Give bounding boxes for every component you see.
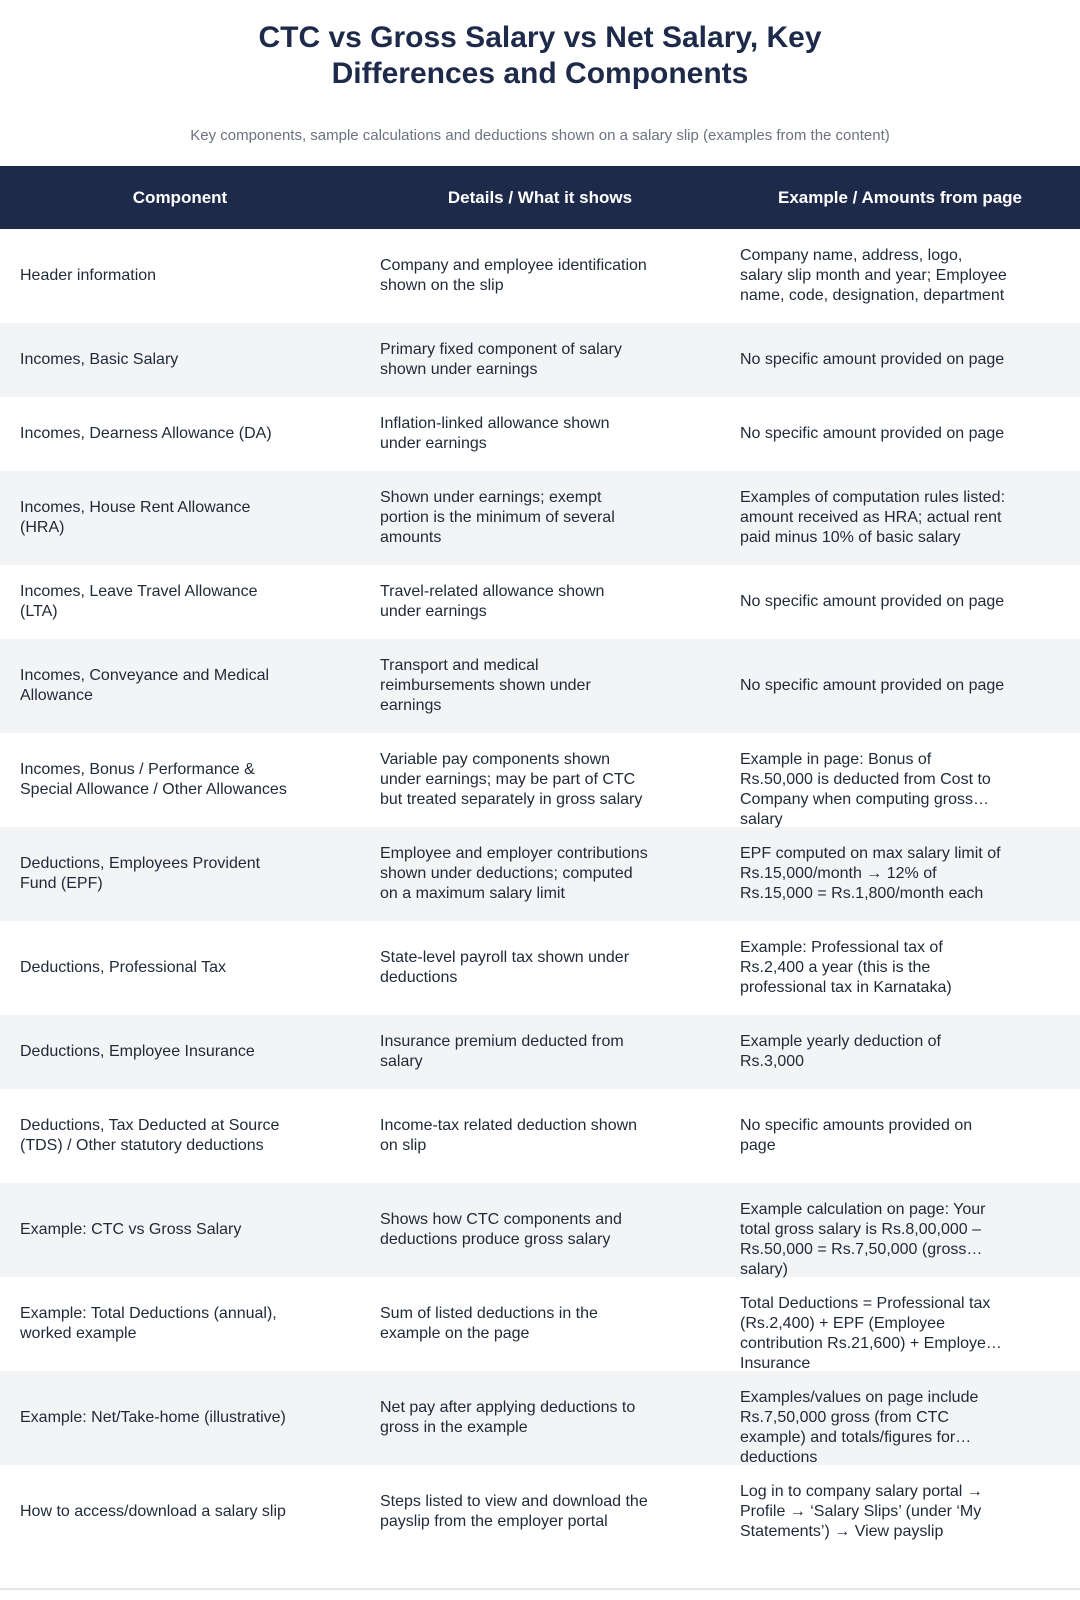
cell-example-text: No specific amounts provided on page xyxy=(740,1117,973,1154)
cell-details xyxy=(360,1371,720,1465)
column-header-component: Component xyxy=(0,166,360,229)
cell-details-text: Shown under earnings; exempt portion is the minimum of several amounts xyxy=(380,489,615,546)
cell-details-text: Income-tax related deduction shown on slip xyxy=(380,1117,638,1154)
column-header-example: Example / Amounts from page xyxy=(720,166,1080,229)
cell-details xyxy=(360,1089,720,1183)
cell-details xyxy=(360,921,720,1015)
cell-details-text: Inflation-linked allowance shown under earnings xyxy=(380,415,610,452)
cell-example xyxy=(720,639,1080,733)
table-row xyxy=(0,1089,1080,1183)
cell-example xyxy=(720,1277,1080,1371)
cell-component xyxy=(0,565,360,639)
cell-details xyxy=(360,1277,720,1371)
cell-component xyxy=(0,323,360,397)
cell-component-text: Deductions, Employees Provident Fund (EPF) xyxy=(20,855,261,892)
table-header-row xyxy=(0,166,1080,229)
cell-example xyxy=(720,397,1080,471)
cell-component-text: How to access/download a salary slip xyxy=(20,1503,286,1520)
cell-example xyxy=(720,1371,1080,1465)
page-title xyxy=(0,0,1080,92)
column-header-details: Details / What it shows xyxy=(360,166,720,229)
cell-example-text: Examples of computation rules listed: amount received as HRA; actual rent paid minus 10% of basic salary xyxy=(740,489,1006,546)
cell-component xyxy=(0,397,360,471)
cell-example-text: No specific amount provided on page xyxy=(740,425,1005,442)
cell-component xyxy=(0,1015,360,1089)
cell-details xyxy=(360,471,720,565)
salary-components-table xyxy=(0,166,1080,1559)
cell-component-text: Incomes, Conveyance and Medical Allowance xyxy=(20,667,270,704)
cell-component xyxy=(0,1277,360,1371)
cell-details xyxy=(360,397,720,471)
table-row xyxy=(0,1277,1080,1371)
cell-details-text: Transport and medical reimbursements shown under earnings xyxy=(380,657,591,714)
cell-example-text: Company name, address, logo, salary slip month and year; Employee name, code, designation, department xyxy=(740,247,1007,304)
cell-example-text: Example yearly deduction of Rs.3,000 xyxy=(740,1033,941,1070)
table-row xyxy=(0,229,1080,323)
table-row xyxy=(0,1183,1080,1277)
cell-component xyxy=(0,1089,360,1183)
cell-component-text: Example: Net/Take-home (illustrative) xyxy=(20,1409,286,1426)
cell-example xyxy=(720,1089,1080,1183)
cell-example xyxy=(720,565,1080,639)
cell-details-text: Company and employee identification shown on the slip xyxy=(380,257,647,294)
cell-example-text: Log in to company salary portal → Profile → ‘Salary Slips’ (under ‘My Statements’) → View payslip xyxy=(740,1483,983,1540)
cell-component xyxy=(0,827,360,921)
cell-example xyxy=(720,1015,1080,1089)
cell-details xyxy=(360,827,720,921)
table-header xyxy=(0,166,1080,229)
cell-component xyxy=(0,733,360,827)
cell-example-text: Total Deductions = Professional tax (Rs.2,400) + EPF (Employee contribution Rs.21,600) + Employee Insurance xyxy=(740,1295,995,1372)
cell-example-text: No specific amount provided on page xyxy=(740,593,1005,610)
table-body xyxy=(0,229,1080,1559)
table-bottom-rule xyxy=(0,1588,1080,1590)
cell-details xyxy=(360,565,720,639)
cell-component xyxy=(0,1465,360,1559)
cell-details xyxy=(360,323,720,397)
table-row xyxy=(0,921,1080,1015)
cell-component xyxy=(0,471,360,565)
cell-example-text: Example: Professional tax of Rs.2,400 a year (this is the professional tax in Karnataka) xyxy=(740,939,952,996)
cell-component-text: Incomes, Basic Salary xyxy=(20,351,179,368)
cell-component-text: Incomes, Dearness Allowance (DA) xyxy=(20,425,272,442)
page-title-line-1: CTC vs Gross Salary vs Net Salary, Key xyxy=(258,21,822,54)
cell-details xyxy=(360,1183,720,1277)
cell-example xyxy=(720,323,1080,397)
cell-component-text: Deductions, Tax Deducted at Source (TDS) / Other statutory deductions xyxy=(20,1117,280,1154)
cell-component-text: Incomes, Leave Travel Allowance (LTA) xyxy=(20,583,258,620)
table-row xyxy=(0,397,1080,471)
cell-example xyxy=(720,733,1080,827)
salary-components-table-container xyxy=(0,166,1080,1586)
table-row xyxy=(0,827,1080,921)
cell-example-text: Example in page: Bonus of Rs.50,000 is deducted from Cost to Company when computing gross salary xyxy=(740,751,991,828)
cell-component-text: Incomes, House Rent Allowance (HRA) xyxy=(20,499,251,536)
cell-example xyxy=(720,471,1080,565)
cell-details xyxy=(360,639,720,733)
cell-details xyxy=(360,1015,720,1089)
cell-details-text: State-level payroll tax shown under deductions xyxy=(380,949,630,986)
table-row xyxy=(0,471,1080,565)
cell-example xyxy=(720,1465,1080,1559)
table-row xyxy=(0,639,1080,733)
table-row xyxy=(0,1015,1080,1089)
cell-details-text: Insurance premium deducted from salary xyxy=(380,1033,624,1070)
cell-component-text: Deductions, Professional Tax xyxy=(20,959,227,976)
cell-details-text: Primary fixed component of salary shown under earnings xyxy=(380,341,622,378)
cell-component xyxy=(0,639,360,733)
cell-example xyxy=(720,921,1080,1015)
table-row xyxy=(0,733,1080,827)
cell-details xyxy=(360,1465,720,1559)
cell-component-text: Example: Total Deductions (annual), worked example xyxy=(20,1305,277,1342)
cell-example xyxy=(720,229,1080,323)
cell-component-text: Example: CTC vs Gross Salary xyxy=(20,1221,242,1238)
cell-details-text: Travel-related allowance shown under earnings xyxy=(380,583,605,620)
cell-details-text: Shows how CTC components and deductions produce gross salary xyxy=(380,1211,622,1248)
cell-component xyxy=(0,921,360,1015)
cell-details-text: Variable pay components shown under earnings; may be part of CTC but treated separately in gross salary xyxy=(380,751,643,808)
cell-component-text: Incomes, Bonus / Performance & Special Allowance / Other Allowances xyxy=(20,761,287,798)
cell-details xyxy=(360,733,720,827)
cell-example-text: Examples/values on page include Rs.7,50,000 gross (from CTC example) and totals/figures for deductions xyxy=(740,1389,979,1466)
cell-details xyxy=(360,229,720,323)
table-row xyxy=(0,1371,1080,1465)
cell-example-text: No specific amount provided on page xyxy=(740,351,1005,368)
cell-component-text: Deductions, Employee Insurance xyxy=(20,1043,255,1060)
cell-details-text: Sum of listed deductions in the example on the page xyxy=(380,1305,598,1342)
table-row xyxy=(0,323,1080,397)
cell-details-text: Net pay after applying deductions to gross in the example xyxy=(380,1399,636,1436)
cell-example-text: No specific amount provided on page xyxy=(740,677,1005,694)
cell-example xyxy=(720,1183,1080,1277)
page-title-line-2: Differences and Components xyxy=(331,57,749,90)
cell-details-text: Steps listed to view and download the payslip from the employer portal xyxy=(380,1493,648,1530)
page-subtitle: Key components, sample calculations and deductions shown on a salary slip (examples from the content) xyxy=(190,127,890,144)
cell-details-text: Employee and employer contributions shown under deductions; computed on a maximum salary limit xyxy=(380,845,648,902)
cell-example-text: EPF computed on max salary limit of Rs.15,000/month → 12% of Rs.15,000 = Rs.1,800/month each xyxy=(740,845,1001,902)
table-row xyxy=(0,565,1080,639)
cell-example-text: Example calculation on page: Your total gross salary is Rs.8,00,000 – Rs.50,000 = Rs.7,50,000 (gross salary) xyxy=(740,1201,986,1278)
cell-component xyxy=(0,229,360,323)
cell-component xyxy=(0,1183,360,1277)
table-row xyxy=(0,1465,1080,1559)
cell-example xyxy=(720,827,1080,921)
cell-component-text: Header information xyxy=(20,267,157,284)
cell-component xyxy=(0,1371,360,1465)
